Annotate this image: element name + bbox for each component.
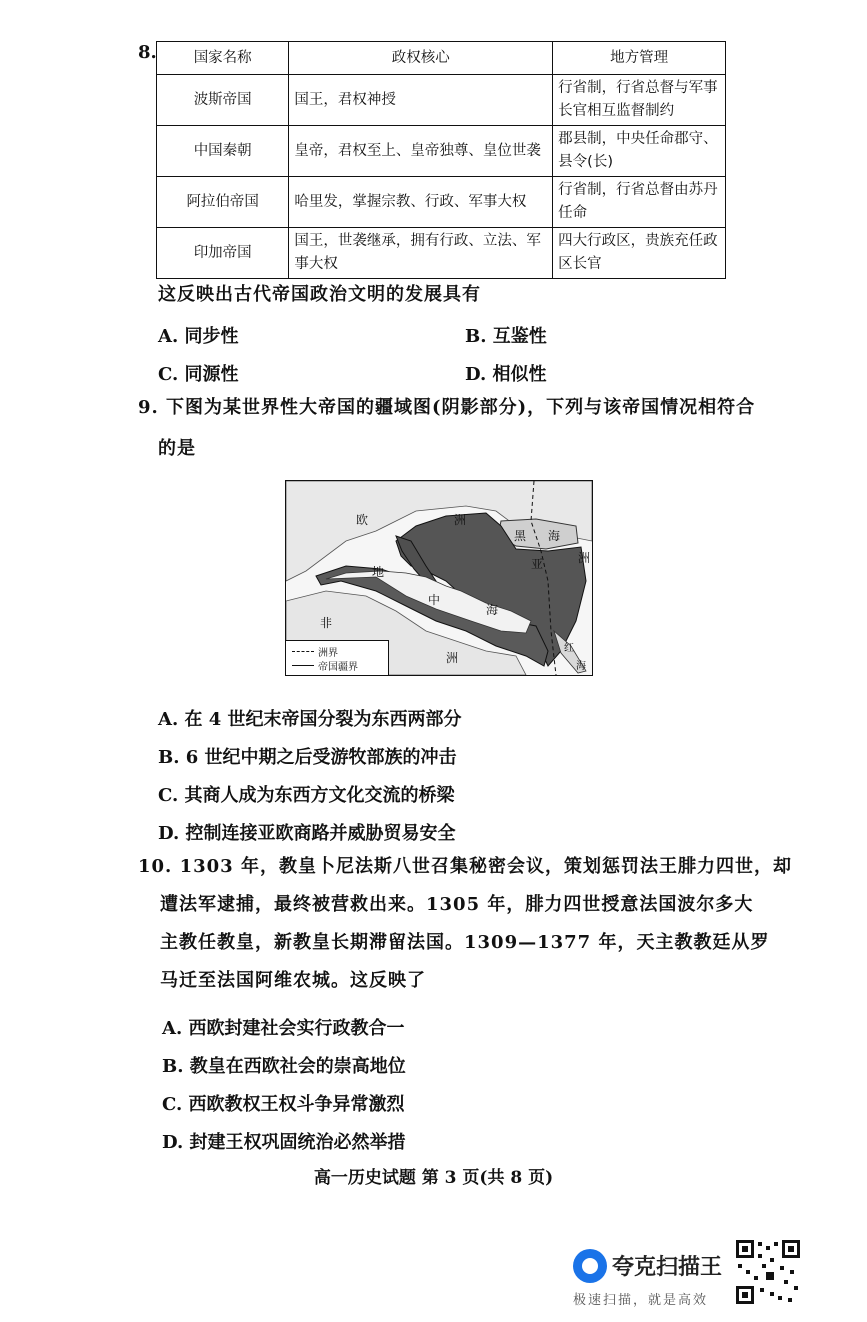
legend-empire-line: [292, 665, 314, 666]
question-8-option-c[interactable]: C. 同源性: [158, 364, 239, 385]
cell-country: 阿拉伯帝国: [157, 177, 289, 228]
table-row: [157, 228, 726, 279]
header-local: 地方管理: [553, 42, 726, 75]
question-10-option-c[interactable]: C. 西欧教权王权斗争异常激烈: [162, 1094, 405, 1115]
cell-country: 中国秦朝: [157, 126, 289, 177]
map-label-hai-black: 海: [548, 529, 561, 543]
quark-logo-icon: [573, 1249, 607, 1283]
map-label-hai-med: 海: [486, 603, 499, 617]
cell-core: 哈里发，掌握宗教、行政、军事大权: [289, 177, 553, 228]
question-10-option-a[interactable]: A. 西欧封建社会实行政教合一: [162, 1018, 405, 1039]
empire-comparison-table: [156, 41, 726, 279]
question-8-option-b[interactable]: B. 互鉴性: [465, 326, 547, 347]
question-10-option-d[interactable]: D. 封建王权巩固统治必然举措: [162, 1132, 406, 1153]
map-label-fei: 非: [320, 616, 333, 630]
question-10-line-3: 主教任教皇，新教皇长期滞留法国。1309—1377 年，天主教教廷从罗: [160, 932, 770, 953]
map-label-ou: 欧: [356, 513, 369, 527]
cell-country: 波斯帝国: [157, 75, 289, 126]
map-label-zhou-asia: 洲: [578, 551, 591, 565]
cell-local: 四大行政区，贵族充任政区长官: [553, 228, 726, 279]
cell-core: 国王，君权神授: [289, 75, 553, 126]
question-9-option-c[interactable]: C. 其商人成为东西方文化交流的桥梁: [158, 785, 455, 806]
cell-local: 行省制，行省总督由苏丹任命: [553, 177, 726, 228]
question-10-line-2: 遭法军逮捕，最终被营救出来。1305 年，腓力四世授意法国波尔多大: [160, 894, 754, 915]
question-10-line-1: 10. 1303 年，教皇卜尼法斯八世召集秘密会议，策划惩罚法王腓力四世，却: [138, 856, 792, 877]
cell-local: 行省制，行省总督与军事长官相互监督制约: [553, 75, 726, 126]
legend-continent-line: [292, 651, 314, 652]
map-label-ya: 亚: [531, 557, 544, 571]
question-8-option-a[interactable]: A. 同步性: [158, 326, 239, 347]
legend-continent-label: 洲界: [318, 648, 338, 659]
question-8-option-d[interactable]: D. 相似性: [465, 364, 547, 385]
header-core: 政权核心: [289, 42, 553, 75]
page-footer: 高一历史试题 第 3 页(共 8 页): [313, 1168, 554, 1188]
question-9-line-2: 的是: [158, 438, 196, 459]
qr-code-icon: [736, 1240, 800, 1304]
question-9-option-b[interactable]: B. 6 世纪中期之后受游牧部族的冲击: [158, 747, 457, 768]
map-legend: [286, 640, 389, 675]
cell-core: 皇帝，君权至上、皇帝独尊、皇位世袭: [289, 126, 553, 177]
map-label-zhou-africa: 洲: [446, 651, 459, 665]
table-header-row: [157, 42, 726, 75]
legend-empire-label: 帝国疆界: [318, 662, 358, 673]
table-row: [157, 75, 726, 126]
cell-local: 郡县制，中央任命郡守、县令(长): [553, 126, 726, 177]
cell-country: 印加帝国: [157, 228, 289, 279]
watermark-subtitle: 极速扫描，就是高效: [573, 1293, 709, 1308]
map-label-di: 地: [372, 565, 385, 579]
map-label-zhong: 中: [428, 593, 441, 607]
table-row: [157, 177, 726, 228]
question-8-stem: 这反映出古代帝国政治文明的发展具有: [158, 284, 481, 305]
question-10-line-4: 马迁至法国阿维农城。这反映了: [160, 970, 426, 991]
cell-core: 国王，世袭继承，拥有行政、立法、军事大权: [289, 228, 553, 279]
question-9-line-1: 9. 下图为某世界性大帝国的疆域图(阴影部分)，下列与该帝国情况相符合: [138, 397, 756, 418]
map-label-zhou-europe: 洲: [454, 513, 467, 527]
table-row: [157, 126, 726, 177]
empire-territory-map: [285, 480, 593, 676]
header-country: 国家名称: [157, 42, 289, 75]
question-9-option-d[interactable]: D. 控制连接亚欧商路并威胁贸易安全: [158, 823, 456, 844]
question-9-option-a[interactable]: A. 在 4 世纪末帝国分裂为东西两部分: [158, 709, 462, 730]
question-8-number: 8.: [138, 42, 157, 63]
watermark-title: 夸克扫描王: [612, 1255, 723, 1280]
map-label-hei: 黑: [514, 529, 527, 543]
map-label-hai-red: 海: [576, 661, 586, 672]
question-10-option-b[interactable]: B. 教皇在西欧社会的崇高地位: [162, 1056, 406, 1077]
map-label-hong: 红: [564, 643, 574, 654]
